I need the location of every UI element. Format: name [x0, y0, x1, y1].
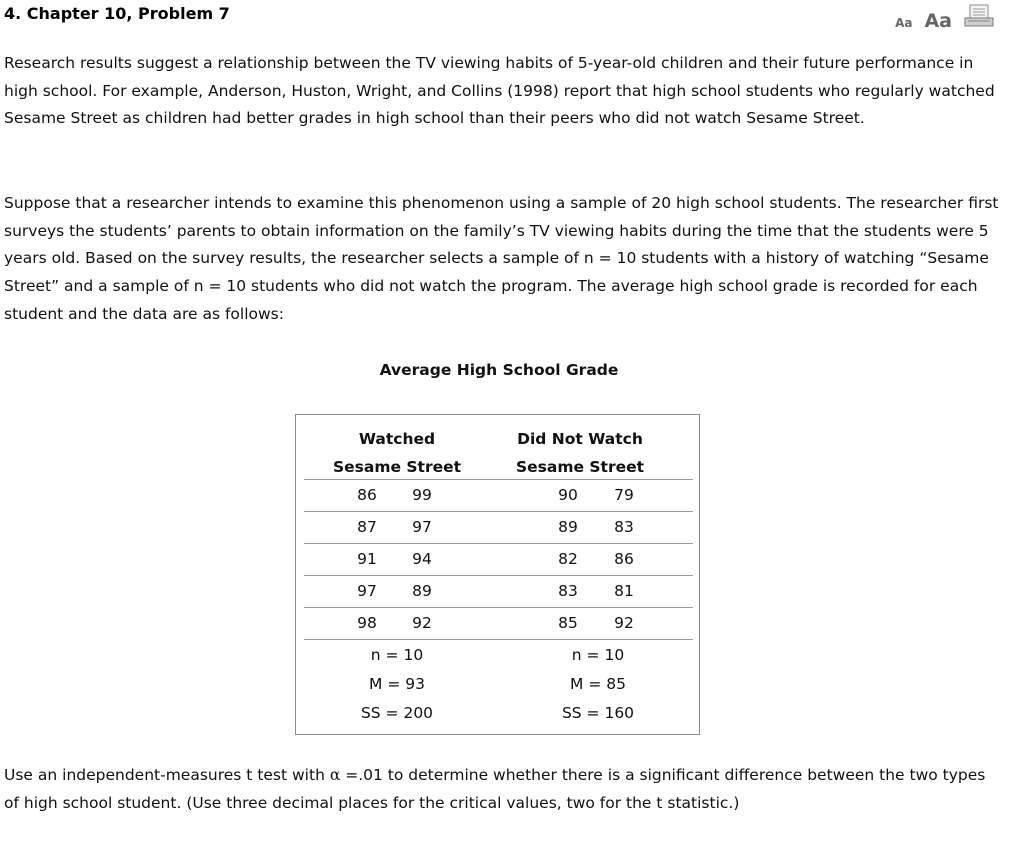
watched-n: n = 10: [370, 646, 424, 664]
table-cell: 97: [357, 582, 377, 600]
toolbar: [895, 4, 994, 32]
table-cell: 98: [357, 614, 377, 632]
header-line: Sesame Street: [515, 458, 645, 476]
table-cell: 92: [614, 614, 634, 632]
table-cell: 94: [412, 550, 432, 568]
instructions-paragraph: [4, 762, 1004, 817]
table-cell: 92: [412, 614, 432, 632]
row-divider: [304, 511, 693, 512]
data-table: [295, 414, 700, 735]
alpha-symbol: α: [329, 766, 341, 784]
row-divider: [304, 575, 693, 576]
not-watched-mean: M = 85: [570, 675, 626, 693]
table-cell: 86: [614, 550, 634, 568]
table-cell: 89: [412, 582, 432, 600]
row-divider: [304, 607, 693, 608]
print-button[interactable]: [964, 4, 994, 32]
table-cell: 83: [558, 582, 578, 600]
table-cell: 83: [614, 518, 634, 536]
table-cell: 91: [357, 550, 377, 568]
header-line: Sesame Street: [332, 458, 462, 476]
problem-title: 4. Chapter 10, Problem 7: [4, 4, 230, 23]
not-watched-ss: SS = 160: [561, 704, 635, 722]
watched-ss: SS = 200: [360, 704, 434, 722]
table-cell: 81: [614, 582, 634, 600]
instructions-text-start: Use an independent-measures t test with: [4, 766, 330, 784]
table-cell: 97: [412, 518, 432, 536]
header-line: Watched: [358, 430, 436, 448]
table-cell: 87: [357, 518, 377, 536]
watched-column-header: [316, 425, 478, 481]
watched-mean: M = 93: [369, 675, 425, 693]
table-caption: Average High School Grade: [379, 361, 619, 379]
header-line: Did Not Watch: [517, 430, 643, 448]
row-divider: [304, 639, 693, 640]
table-cell: 79: [614, 486, 634, 504]
print-icon: [964, 4, 994, 28]
row-divider: [304, 479, 693, 480]
table-cell: 99: [412, 486, 432, 504]
table-cell: 86: [357, 486, 377, 504]
increase-font-button[interactable]: Aa: [924, 10, 952, 32]
decrease-font-button[interactable]: Aa: [895, 16, 913, 30]
study-description-paragraph: Suppose that a researcher intends to examine this phenomenon using a sample of 20 high school students. The researcher first surveys the students’ parents to obtain information on the family’s TV viewing habits during the time that the students were 5 years old. Based on the survey results, the researcher selects a sample of n = 10 students with a history of watching “Sesame Street” and a sample of n = 10 students who did not watch the program. The average high school grade is recorded for each student and the data are as follows:: [4, 194, 999, 323]
not-watched-column-header: [502, 425, 658, 481]
table-cell: 90: [558, 486, 578, 504]
intro-paragraph: Research results suggest a relationship between the TV viewing habits of 5-year-old children and their future performance in high school. For example, Anderson, Huston, Wright, and Collins (1998) report that high school students who regularly watched Sesame Street as children had better grades in high school than their peers who did not watch Sesame Street.: [4, 54, 995, 128]
table-cell: 89: [558, 518, 578, 536]
row-divider: [304, 543, 693, 544]
instructions-text-end: =.01 to determine whether there is a significant difference between the two types of high school student. (Use three decimal places for the critical values, two for the t statistic.): [4, 766, 986, 812]
table-cell: 85: [558, 614, 578, 632]
table-cell: 82: [558, 550, 578, 568]
not-watched-n: n = 10: [571, 646, 625, 664]
